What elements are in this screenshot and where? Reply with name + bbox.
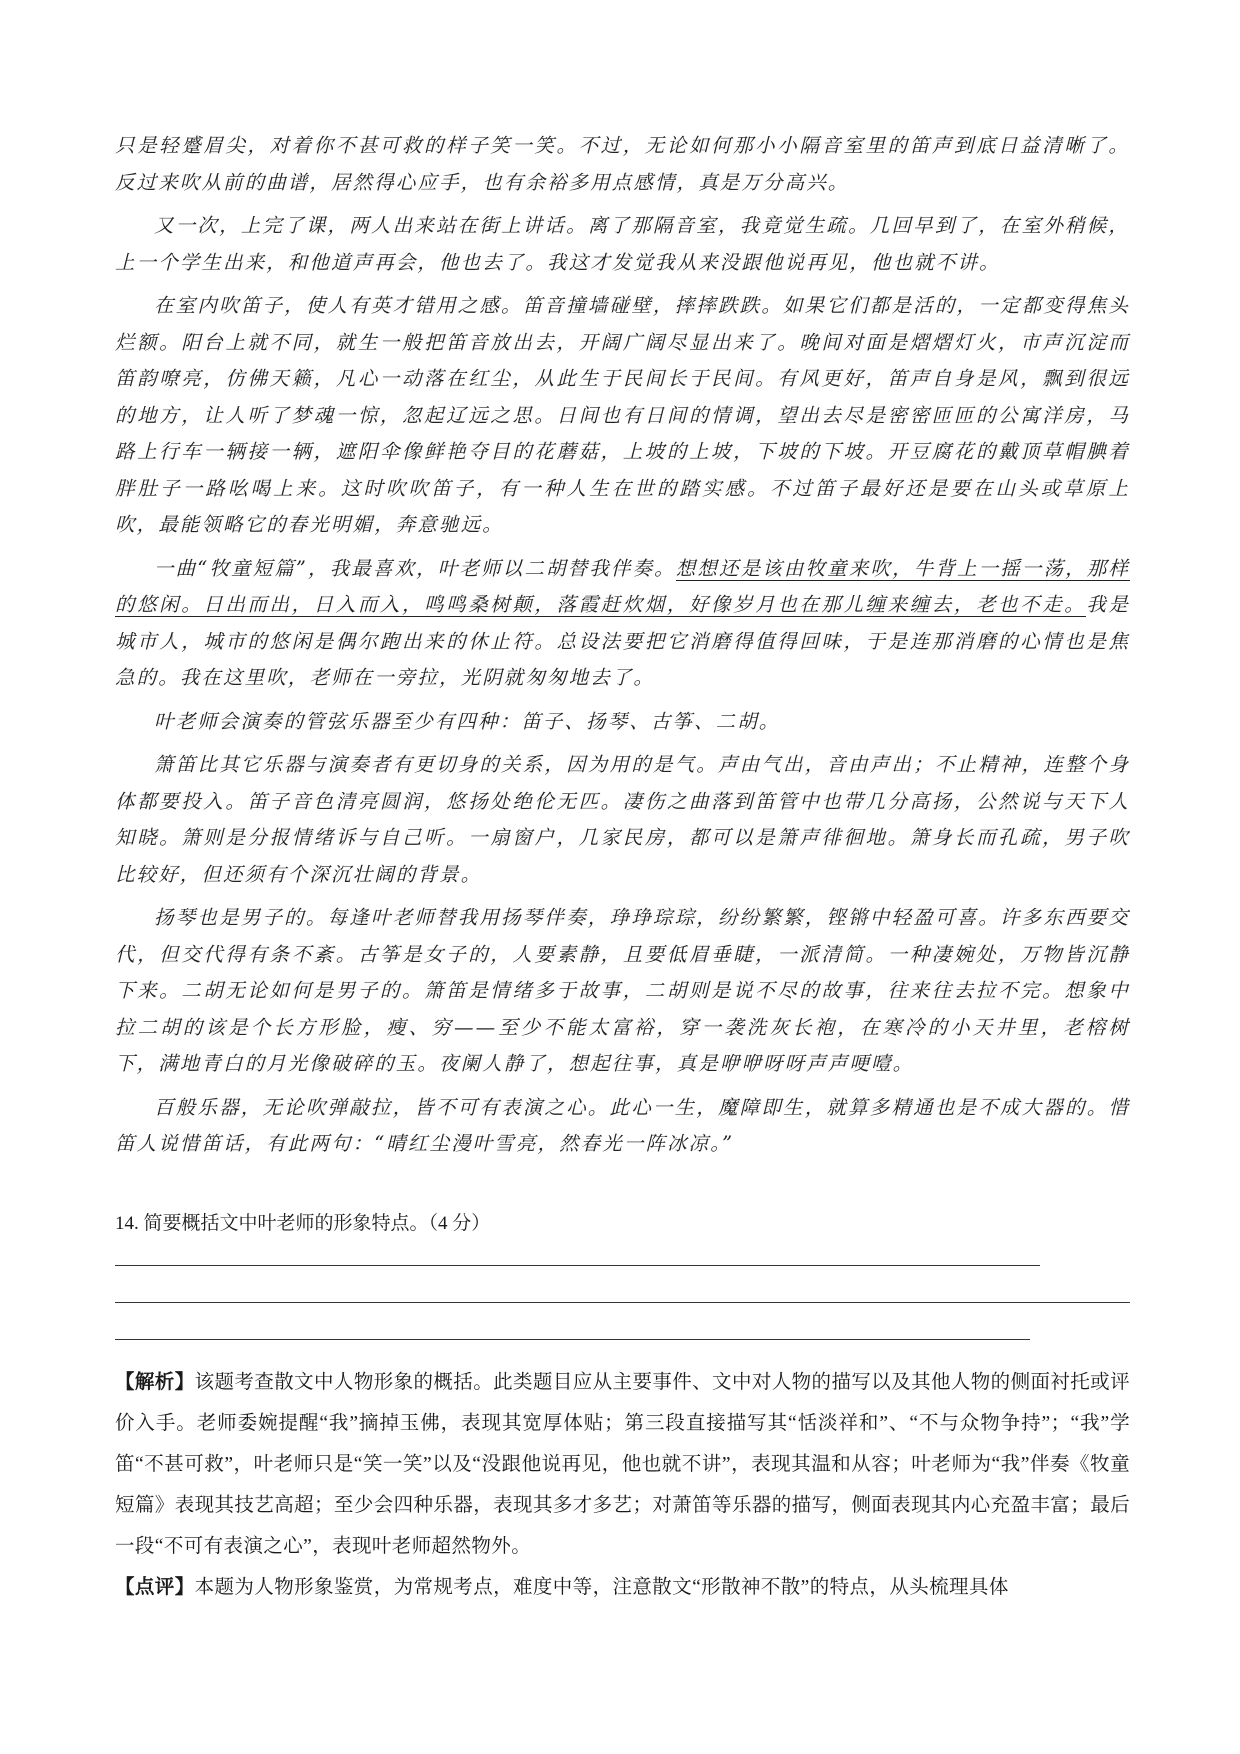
passage-paragraph-2: 又一次，上完了课，两人出来站在街上讲话。离了那隔音室，我竟觉生疏。几回早到了，在室外稍候，上一个学生出来，和他道声再会，他也去了。我这才发觉我从来没跟他说再见，他也就不讲。 [115,214,1130,274]
analysis-section [115,1362,1130,1608]
answer-line-3[interactable] [115,1339,1030,1340]
question-14: 14. 简要概括文中叶老师的形象特点。（4 分） [115,1212,491,1234]
paragraph-4-outro: 我是城市人，城市的悠闲是偶尔跑出来的休止符。总设法要把它消磨得值得回味，于是连那消磨的心情也是焦急的。我在这里吹，老师在一旁拉，光阴就匆匆地去了。 [115,593,1131,689]
passage-paragraph-1: 只是轻蹙眉尖，对着你不甚可救的样子笑一笑。不过，无论如何那小小隔音室里的笛声到底日益清晰了。反过来吹从前的曲谱，居然得心应手，也有余裕多用点感情，真是万分高兴。 [115,134,1130,194]
answer-line-2[interactable] [115,1302,1130,1303]
comment-tag: 【点评】 [115,1576,195,1598]
passage-paragraph-3: 在室内吹笛子，使人有英才错用之感。笛音撞墙碰壁，摔摔跌跌。如果它们都是活的，一定都变得焦头烂额。阳台上就不同，就生一般把笛音放出去，开阔广阔尽显出来了。晚间对面是熠熠灯火，市声沉淀而笛韵嘹亮，仿佛天籁，凡心一动落在红尘，从此生于民间长于民间。有风更好，笛声自身是风，飘到很远的地方，让人听了梦魂一惊，忽起辽远之思。日间也有日间的情调，望出去尽是密密匝匝的公寓洋房，马路上行车一辆接一辆，遮阳伞像鲜艳夺目的花蘑菇，上坡的上坡，下坡的下坡。开豆腐花的戴顶草帽腆着胖肚子一路吆喝上来。这时吹吹笛子，有一种人生在世的踏实感。不过笛子最好还是要在山头或草原上吹，最能领略它的春光明媚，奔意驰远。 [115,294,1130,536]
document-page [115,128,1130,1608]
analysis-paragraph [115,1362,1130,1567]
passage-paragraph-6: 箫笛比其它乐器与演奏者有更切身的关系，因为用的是气。声由气出，音由声出；不止精神，连整个身体都要投入。笛子音色清亮圆润，悠扬处绝伦无匹。凄伤之曲落到笛管中也带几分高扬，公然说与天下人知晓。箫则是分报情绪诉与自己听。一扇窗户，几家民房，都可以是箫声徘徊地。箫身长而孔疏，男子吹比较好，但还须有个深沉壮阔的背景。 [115,753,1130,886]
analysis-text: 该题考查散文中人物形象的概括。此类题目应从主要事件、文中对人物的描写以及其他人物的侧面衬托或评价入手。老师委婉提醒“我”摘掉玉佛，表现其宽厚体贴；第三段直接描写其“恬淡祥和”、“不与众物争持”；“我”学笛“不甚可救”，叶老师只是“笑一笑”以及“没跟他说再见，他也就不讲”，表现其温和从容；叶老师为“我”伴奏《牧童短篇》表现其技艺高超；至少会四种乐器，表现其多才多艺；对萧笛等乐器的描写，侧面表现其内心充盈丰富；最后一段“不可有表演之心”，表现叶老师超然物外。 [115,1371,1130,1557]
comment-paragraph [115,1567,1130,1608]
comment-text: 本题为人物形象鉴赏，为常规考点，难度中等，注意散文“形散神不散”的特点，从头梳理具体 [194,1576,1009,1598]
passage-paragraph-5: 叶老师会演奏的管弦乐器至少有四种：笛子、扬琴、古筝、二胡。 [154,709,781,733]
underlined-sentence: 想想还是该由牧童来吹，牛背上一摇一荡，那样的悠闲。日出而出，日入而入，鸣鸣桑树颠，落霞赶炊烟，好像岁月也在那儿缠来缠去，老也不走。 [115,556,1130,616]
handwritten-passage [115,128,1130,1163]
paragraph-4-intro: 一曲“牧童短篇”，我最喜欢，叶老师以二胡替我伴奏。 [154,556,676,580]
answer-line-1[interactable] [115,1265,1040,1266]
passage-paragraph-4 [115,551,1130,697]
analysis-tag: 【解析】 [115,1371,195,1393]
passage-paragraph-8: 百般乐器，无论吹弹敲拉，皆不可有表演之心。此心一生，魔障即生，就算多精通也是不成大器的。惜笛人说惜笛话，有此两句：“晴红尘漫叶雪亮，然春光一阵冰凉。” [115,1095,1130,1155]
passage-paragraph-7: 扬琴也是男子的。每逢叶老师替我用扬琴伴奏，琤琤琮琮，纷纷繁繁，铿锵中轻盈可喜。许多东西要交代，但交代得有条不紊。古筝是女子的，人要素静，且要低眉垂睫，一派清简。一种凄婉处，万物皆沉静下来。二胡无论如何是男子的。箫笛是情绪多于故事，二胡则是说不尽的故事，往来往去拉不完。想象中拉二胡的该是个长方形脸，瘦、穷——至少不能太富裕，穿一袭洗灰长袍，在寒冷的小天井里，老榕树下，满地青白的月光像破碎的玉。夜阑人静了，想起往事，真是咿咿呀呀声声哽噎。 [115,906,1130,1075]
